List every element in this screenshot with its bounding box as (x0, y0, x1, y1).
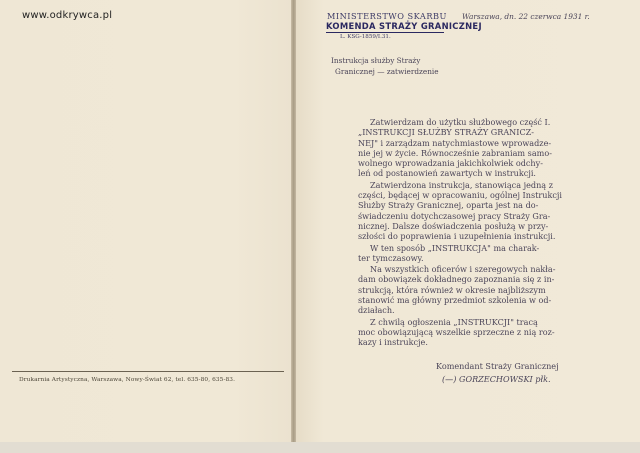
body-line: Zatwierdzam do użytku służbowego część I. (370, 117, 551, 127)
signature-title: Komendant Straży Granicznej (436, 361, 559, 371)
ministry-heading: MINISTERSTWO SKARBU (327, 11, 447, 21)
body-line: leń od postanowień zawartych w instrukcji. (358, 168, 537, 179)
body-line: nicznej. Dalsze doświadczenia posłużą w przy- (358, 220, 549, 231)
command-heading: KOMENDA STRAŻY GRANICZNEJ (326, 21, 482, 31)
body-line: dam obowiązek dokładnego zapoznania się z in- (358, 274, 555, 285)
place-date: Warszawa, dn. 22 czerwca 1931 r. (462, 12, 590, 21)
body-line: Na wszystkich oficerów i szeregowych nakła- (370, 264, 556, 275)
command-underline (326, 32, 444, 33)
subject-line: Granicznej — zatwierdzenie (335, 67, 439, 76)
body-line: moc obowiązującą wszelkie sprzeczne z nią roz- (358, 326, 555, 337)
order-body (358, 117, 598, 348)
body-line: ter tymczasowy. (358, 252, 424, 263)
signature-name: (—) GORZECHOWSKI płk. (442, 374, 551, 384)
imprint-divider (12, 371, 284, 372)
body-line: strukcją, która również w okresie najbliższym (358, 284, 546, 295)
subject-block (331, 55, 439, 77)
body-line: wolnego wprowadzania jakichkolwiek odchy- (358, 158, 543, 169)
body-line: stanowić ma główny przedmiot szkolenia w od- (358, 295, 552, 306)
body-line: W ten sposób „INSTRUKCJA" ma charak- (370, 242, 540, 253)
body-line: NEJ" i zarządzam natychmiastowe wprowadze- (358, 137, 552, 148)
body-line: szłości do poprawienia i uzupełnienia instrukcji. (358, 231, 556, 242)
body-line: kazy i instrukcje. (358, 337, 428, 348)
left-page (0, 0, 291, 453)
body-line: Z chwilą ogłoszenia „INSTRUKCJI" tracą (370, 316, 538, 327)
body-line: działach. (358, 305, 395, 316)
subject-line: Instrukcja służby Straży (331, 56, 421, 65)
body-line: „INSTRUKCJI SŁUŻBY STRAŻY GRANICZ- (358, 127, 535, 138)
body-line: Służby Straży Granicznej, oparta jest na do- (358, 200, 539, 211)
body-line: świadczeniu dotychczasowej pracy Straży Gra- (358, 210, 551, 221)
page-bottom-edge (0, 442, 640, 453)
watermark: www.odkrywca.pl (22, 10, 113, 21)
printer-imprint: Drukarnia Artystyczna, Warszawa, Nowy-Świat 62, tel. 635-80, 635-83. (19, 377, 236, 383)
body-line: Zatwierdzona instrukcja, stanowiąca jedną z (370, 179, 553, 190)
reference-number: L. KSG-1859/I.31. (340, 34, 391, 40)
body-line: nie jej w życie. Równocześnie zabraniam samo- (358, 147, 552, 158)
body-line: części, będącej w opracowaniu, ogólnej Instrukcji (358, 190, 562, 201)
